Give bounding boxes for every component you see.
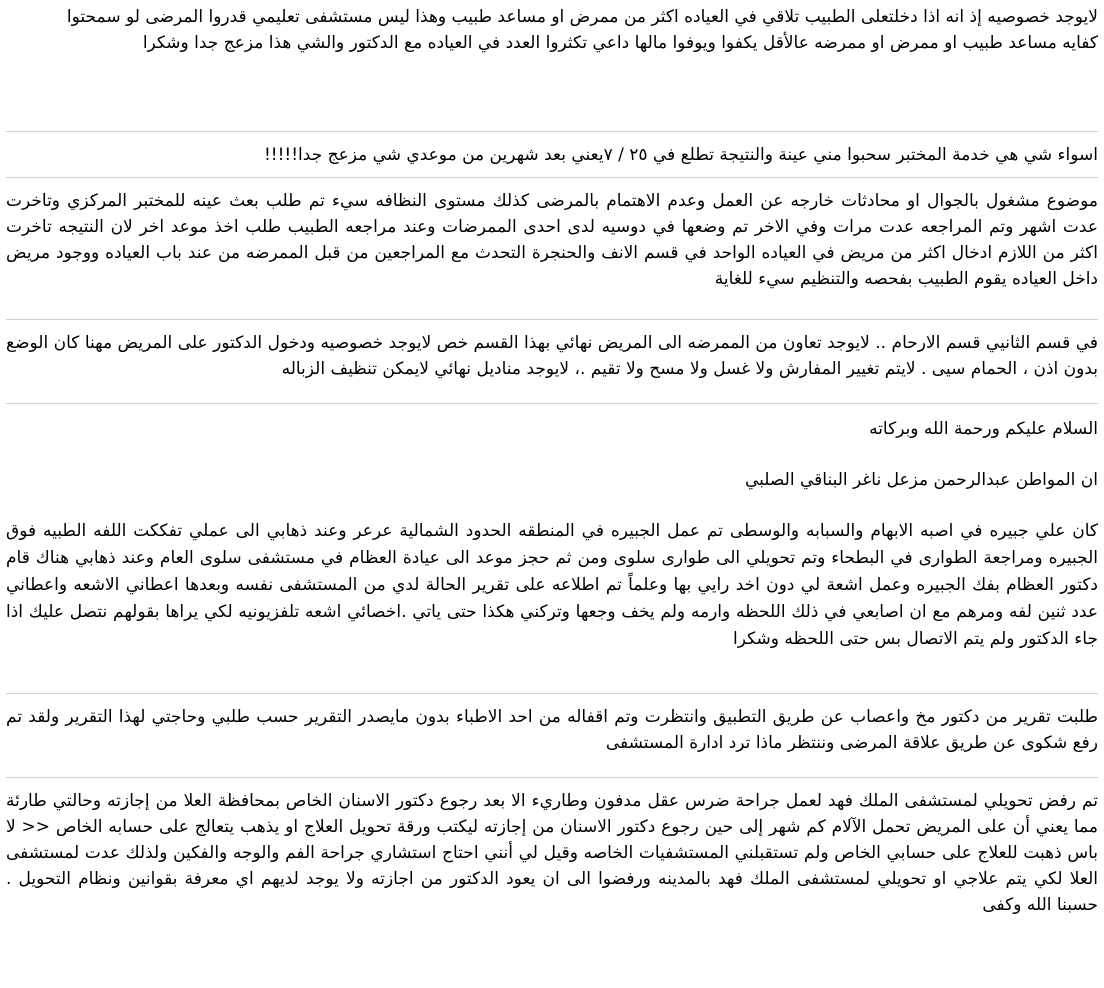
citizen-name-text: ان المواطن عبدالرحمن مزعل ناغر البناقي الصلبي [745, 470, 1098, 490]
complaint-entry-dental-referral [6, 778, 1098, 986]
complaint-entry-obgyn [6, 320, 1098, 404]
complaint-entry-neuro-report [6, 694, 1098, 778]
complaint-text: اسواء شي هي خدمة المختبر سحبوا مني عينة والنتيجة تطلع في ٢٥ / ٧يعني بعد شهرين من موعدي شي مزعج جدا!!!!! [263, 145, 1098, 165]
complaint-text: كفايه مساعد طبيب او ممرض او ممرضه عالأقل يكفوا ويوفوا مالها داعي تكثروا العدد في العياده مع الدكتور والشي هذا مزعج جدا وشكرا [142, 33, 1098, 53]
spacer [6, 443, 1098, 467]
complaint-text: في قسم الثانيي قسم الارحام .. لايوجد تعاون من الممرضه الى المريض نهائي بهذا القسم خص لايوجد خصوصيه ودخول الدكتور على المريض مهنا كان الوضع بدون اذن ، الحمام سيى . لايتم تغيير المفارش ولا غسل ولا مسح ولا تقيم .، لايوجد مناديل نهائي لايمكن تنظيف الزباله [6, 333, 1098, 379]
complaint-entry-central-lab [6, 178, 1098, 320]
complaint-text: طلبت تقرير من دكتور مخ واعصاب عن طريق التطبيق وانتظرت وتم اقفاله من احد الاطباء بدون مايصدر التقرير حسب طلبي وحاجتي لهذا التقرير ولقد تم رفع شكوى عن طريق علاقة المرضى وننتظر ماذا ترد ادارة المستشفى [6, 707, 1098, 753]
complaint-text: موضوع مشغول بالجوال او محادثات خارجه عن العمل وعدم الاهتمام بالمرضى كذلك مستوى النظافه سيء تم طلب بعث عينه للمختبر المركزي وتاخرت عدت اشهر وتم المراجعه عدت مرات وفي الاخر تم وضعها في دوسيه لدى احدى الممرضات وعند مراجعه الطبيب طلب اخذ موعد اخر لان النتيجه تاخرت اكثر من اللازم ادخال اكثر من مريض في العياده الواحد في قسم الانف والحنجرة التحدث مع المراجعين من قبل الممرضه من عند باب العياده ووجود مريض داخل العياده يقوم الطبيب بفحصه والتنظيم سيء للغاية [6, 191, 1098, 289]
complaint-entry-lab [6, 132, 1098, 178]
complaint-text: تم رفض تحويلي لمستشفى الملك فهد لعمل جراحة ضرس عقل مدفون وطاريء الا بعد رجوع دكتور الاسنان الخاص بمحافظة العلا من إجازته وحالتي طارئة مما يعني أن على المريض تحمل الآلام كم شهر إلى حين رجوع دكتور الاسنان من إجازته ليكتب ورقة تحويل العلاج او يذهب يتعالج على حسابه الخاص << لا باس ذهبت للعلاج على حسابي الخاص ولم تستقبلني المستشفيات الخاصه وقيل لي أنني احتاج استشاري جراحة الفم والوجه والفكين ولذلك عدت لمستشفى العلا لكي يتم علاجي او تحويلي لمستشفى الملك فهد بالمدينه ورفضوا الى ان يعود الدكتور من اجازته ولا يوجد لديهم اي معرفة بقوانين ونظام التحويل . حسبنا الله وكفى [6, 791, 1098, 915]
complaint-entry-privacy [6, 0, 1098, 132]
complaint-text: لايوجد خصوصيه إذ انه اذا دخلتعلى الطبيب تلاقي في العياده اكثر من ممرض او مساعد طبيب وهذا ليس مستشفى تعليمي قدروا المرضى لو سمحتوا [66, 7, 1098, 27]
spacer [6, 494, 1098, 518]
complaint-entry-orthopedic [6, 404, 1098, 694]
greeting-text: السلام عليكم ورحمة الله وبركاته [869, 419, 1098, 439]
complaint-text: كان علي جبيره في اصبه الابهام والسبابه والوسطى تم عمل الجبيره في المنطقه الحدود الشمالية عرعر وعند ذهابي الى عملي تفككت اللفه الطبيه فوق الجبيره ومراجعة الطوارى في البطحاء وتم تحويلي الى طوارى سلوى ومن ثم حجز موعد الى عيادة العظام في مستشفى سلوى العام وعند ذهابي هناك قام دكتور العظام بفك الجبيره وعمل اشعة لي دون اخد رايي بها وعلماً تم اطلاعه على تقرير الحالة لدي من المستشفى نفسه وبعدها اعطاني الاشعه واعطاني عدد ثنين لفه ومرهم مع ان اصابعي في ذلك اللحظه وارمه ولم يخف وجعها وتركني هكذا حتى ياتي .اخصائي اشعه تلفزيونيه لكي يراها بقولهم نتصل عليك اذا جاء الدكتور ولم يتم الاتصال بس حتى اللحظه وشكرا [6, 521, 1098, 649]
